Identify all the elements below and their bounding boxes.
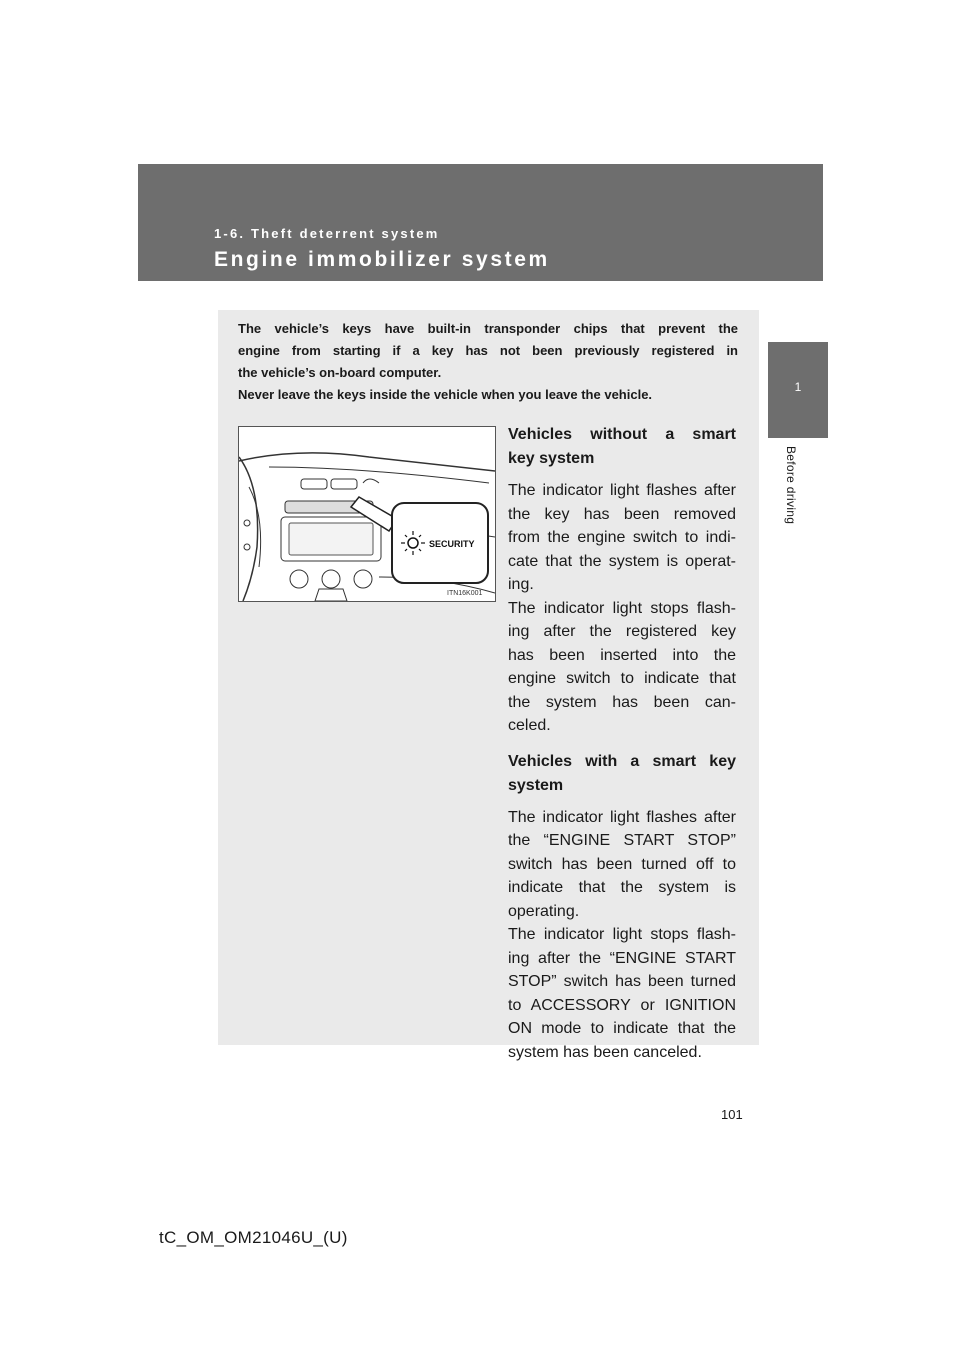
body-line: from the engine switch to indi- xyxy=(508,529,736,546)
page-number: 101 xyxy=(721,1107,743,1122)
body-line: switch has been turned off to xyxy=(508,855,736,873)
section-body-without-smart-key xyxy=(508,479,736,738)
body-line: indicate that the system is xyxy=(508,879,736,896)
body-line: The indicator light flashes after xyxy=(508,808,736,826)
security-indicator-label: SECURITY xyxy=(429,539,475,549)
body-line: ing. xyxy=(508,576,534,593)
body-line: the system has been can- xyxy=(508,693,736,711)
section-body-with-smart-key xyxy=(508,806,736,1065)
document-code: tC_OM_OM21046U_(U) xyxy=(159,1228,348,1247)
section-label: 1-6. Theft deterrent system xyxy=(214,226,440,241)
heading-line: Vehicles without a smart xyxy=(508,426,736,443)
heading-line: system xyxy=(508,776,564,794)
intro-line: the vehicle’s on-board computer. xyxy=(238,365,442,380)
heading-line: key system xyxy=(508,450,595,467)
body-line: has been inserted into the xyxy=(508,646,736,664)
section-heading-with-smart-key xyxy=(508,750,736,798)
body-line: cate that the system is operat- xyxy=(508,552,736,570)
body-line: the key has been removed xyxy=(508,505,736,523)
heading-line: Vehicles with a smart key xyxy=(508,752,736,770)
body-line: ing after the “ENGINE START xyxy=(508,949,736,967)
section-heading-without-smart-key xyxy=(508,423,736,471)
chapter-label: Before driving xyxy=(784,446,798,525)
intro-text xyxy=(238,318,738,406)
intro-line: Never leave the keys inside the vehicle when you leave the vehicle. xyxy=(238,387,653,402)
body-line: to ACCESSORY or IGNITION xyxy=(508,996,736,1014)
body-line: engine switch to indicate that xyxy=(508,670,736,687)
body-line: system has been canceled. xyxy=(508,1043,702,1061)
section-header xyxy=(138,164,823,281)
body-line: The indicator light stops flash- xyxy=(508,926,736,943)
chapter-tab xyxy=(768,342,828,438)
dashboard-illustration xyxy=(238,426,496,602)
intro-line: The vehicle’s keys have built-in transponder chips that prevent the xyxy=(238,321,738,336)
body-line: STOP” switch has been turned xyxy=(508,973,736,990)
illustration-code: ITN16K001 xyxy=(447,590,483,597)
chapter-number: 1 xyxy=(794,380,802,394)
body-line: ON mode to indicate that the xyxy=(508,1020,736,1037)
body-line: The indicator light stops flash- xyxy=(508,599,736,617)
content-panel xyxy=(218,310,759,1061)
body-line: the “ENGINE START STOP” xyxy=(508,832,736,849)
body-line: celed. xyxy=(508,717,551,734)
page-title: Engine immobilizer system xyxy=(214,248,550,271)
instruction-column xyxy=(508,423,736,1064)
intro-line: engine from starting if a key has not been previously registered in xyxy=(238,343,738,358)
body-line: The indicator light flashes after xyxy=(508,482,736,499)
body-line: operating. xyxy=(508,902,580,920)
body-line: ing after the registered key xyxy=(508,623,736,640)
